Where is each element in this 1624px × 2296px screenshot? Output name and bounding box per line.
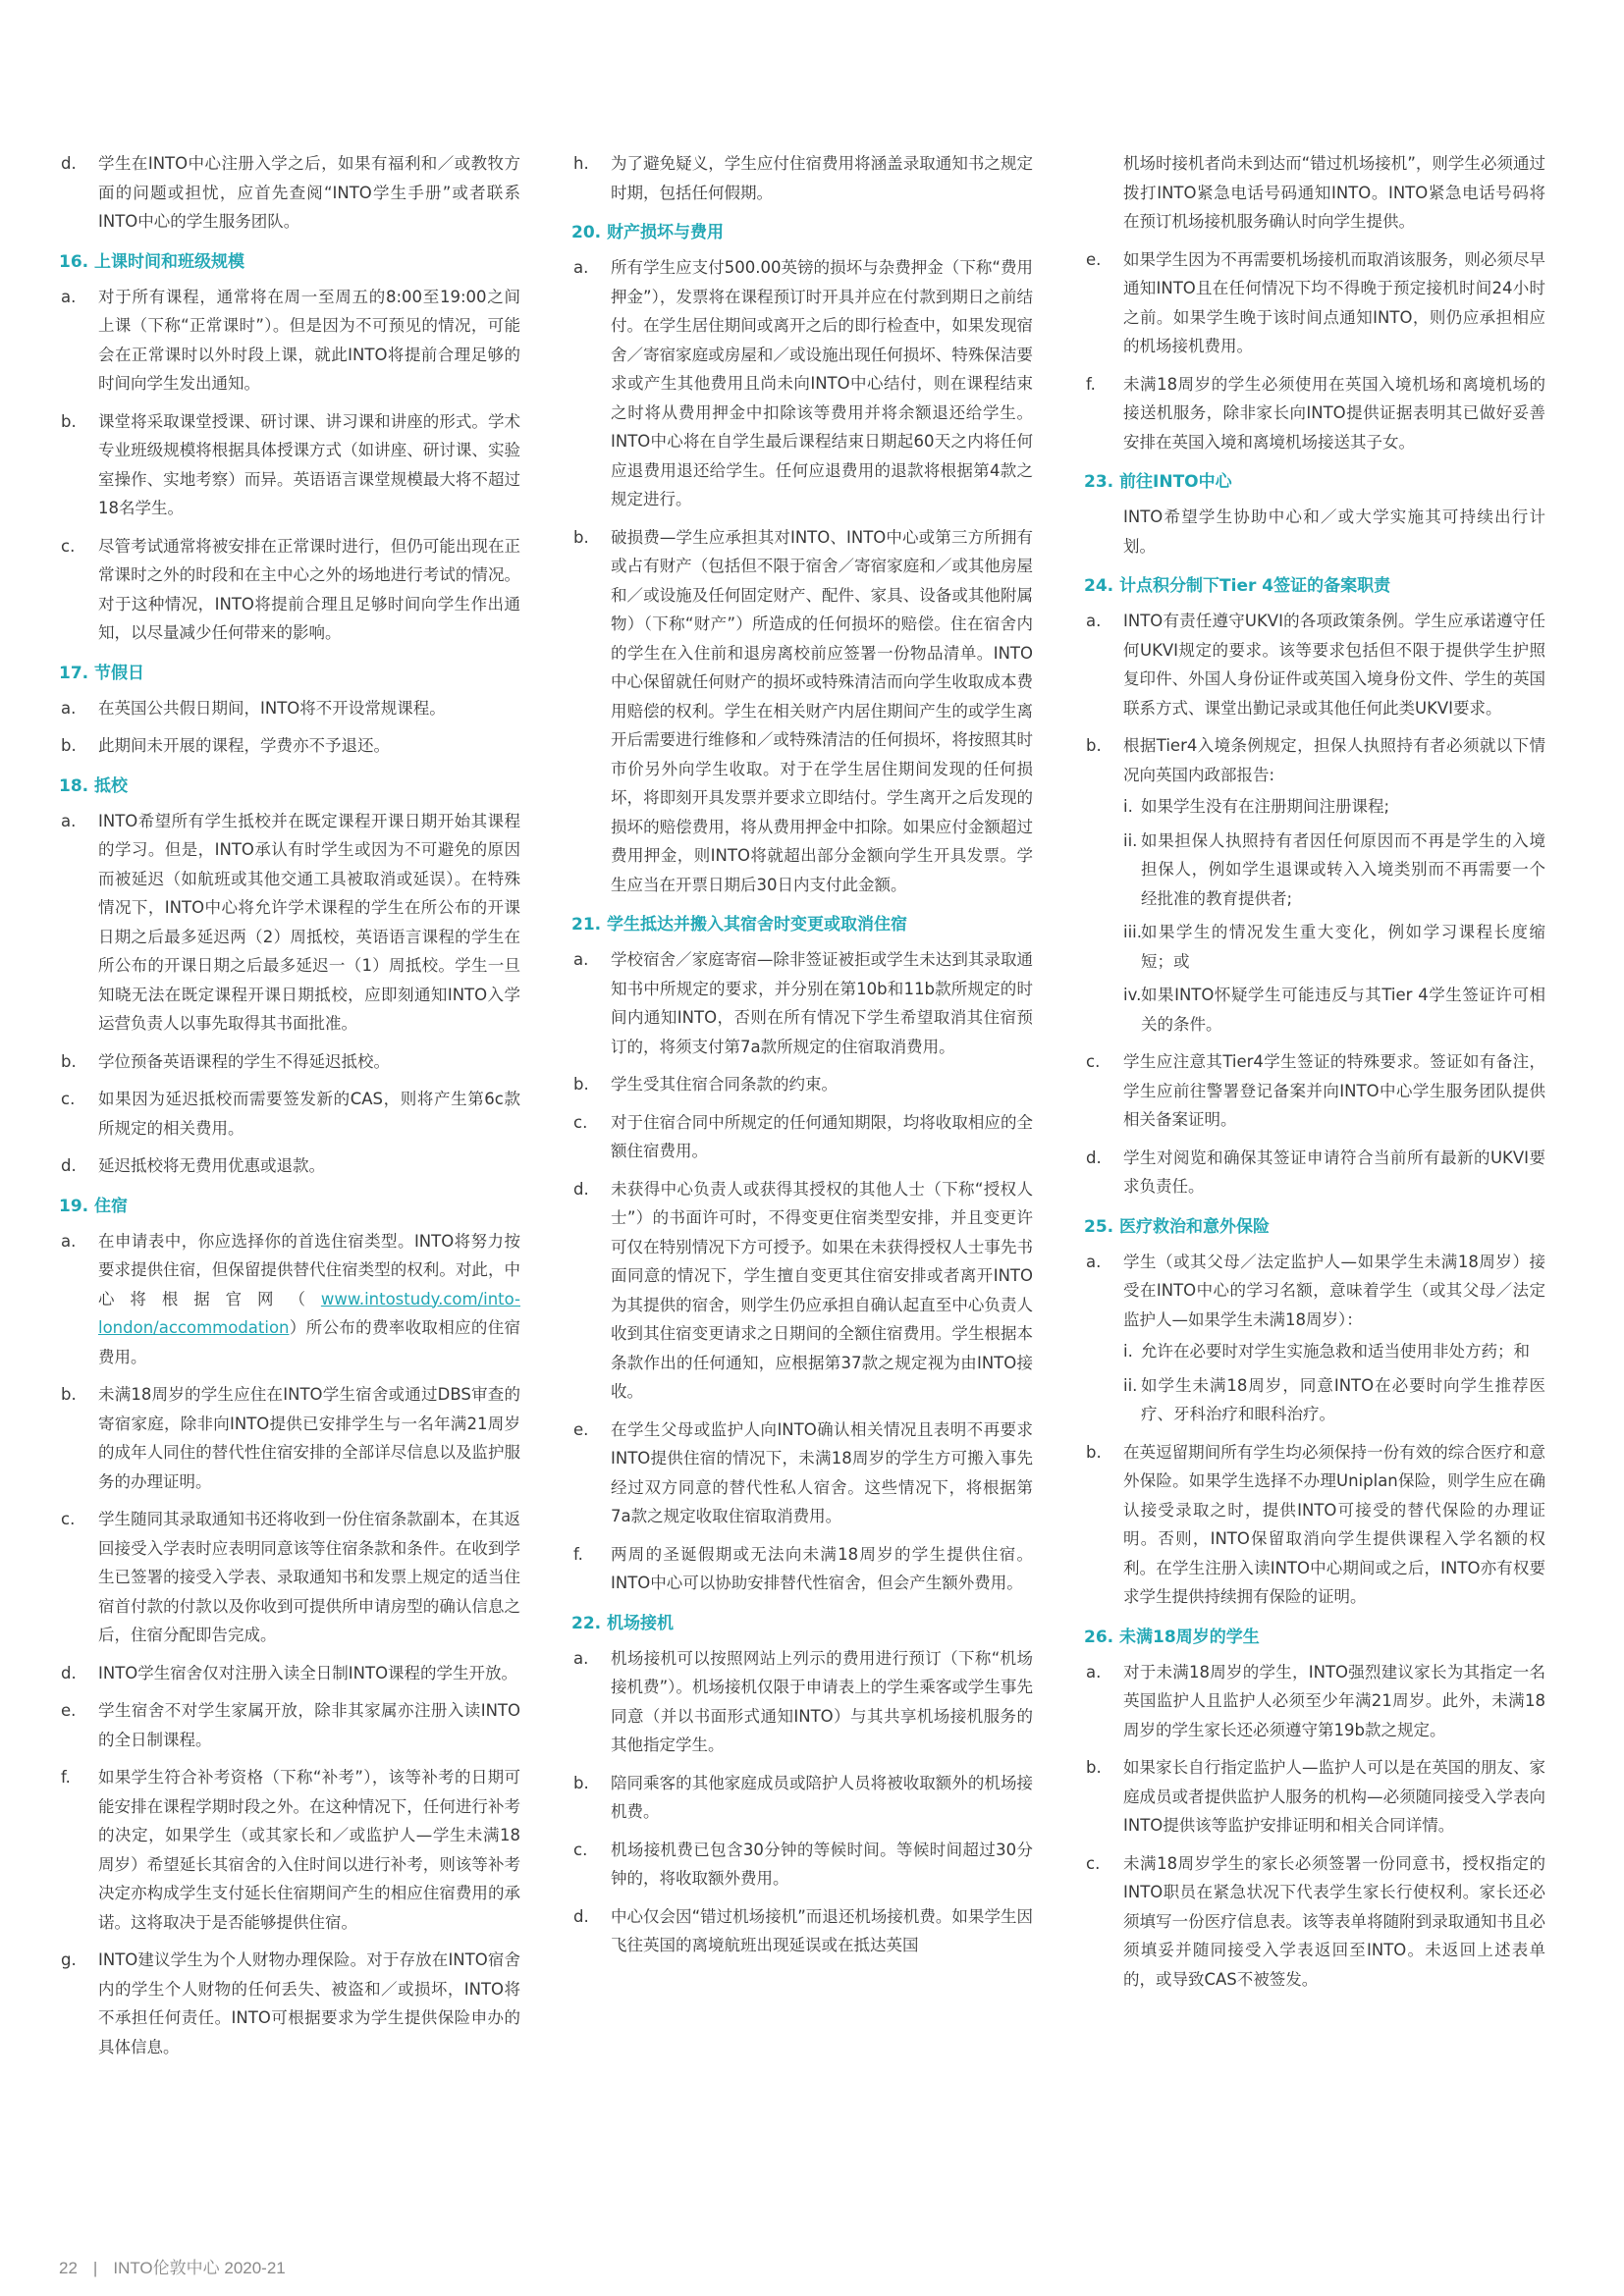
sub-clause-marker: ii. xyxy=(1123,1375,1138,1395)
clause-item xyxy=(571,945,1033,1061)
section-heading: 23. 前往INTO中心 xyxy=(1084,472,1232,492)
clause-marker: d. xyxy=(61,1663,77,1682)
sub-clause-marker: iv. xyxy=(1123,986,1142,1004)
clause-text: 在英国公共假日期间，INTO将不开设常规课程。 xyxy=(98,698,446,718)
clause-marker: a. xyxy=(573,258,589,277)
clause-text: 破损费—学生应承担其对INTO、INTO中心或第三方所拥有或占有财产（包括但不限于宿舍／寄宿家庭和／或其他房屋和／或设施及任何固定财产、配件、家具、设备或其他附属物）（下称“财产”）所造成的任何损坏的赔偿。住在宿舍内的学生在入住前和退房离校前应签署一份物品清单。INTO中心保留就任何财产的损坏或特殊清洁而向学生收取成本费用赔偿的权利。学生在相关财产内居住期间产生的或学生离开后需要进行维修和／或特殊清洁的任何损坏，将按照其时市价另外向学生收取。对于在学生居住期间发现的任何损坏，将即刻开具发票并要求立即结付。学生离开之后发现的损坏的赔偿费用，将从费用押金中扣除。如果应付金额超过费用押金，则INTO将就超出部分金额向学生开具发票。学生应当在开票日期后30日内支付此金额。 xyxy=(611,527,1033,894)
footer-separator: | xyxy=(92,2259,98,2277)
clause-item xyxy=(59,1946,520,2061)
clause-item xyxy=(571,1070,1033,1099)
clause-marker: a. xyxy=(61,698,77,718)
clause-text: 机场时接机者尚未到达而“错过机场接机”，则学生必须通过拨打INTO紧急电话号码通知INTO。INTO紧急电话号码将在预订机场接机服务确认时向学生提供。 xyxy=(1123,154,1545,231)
accommodation-link[interactable]: www.intostudy.com/into-london/accommodation xyxy=(98,1289,520,1337)
section-heading: 18. 抵校 xyxy=(59,775,129,796)
sub-clause-text: 如果INTO怀疑学生可能违反与其Tier 4学生签证许可相关的条件。 xyxy=(1141,986,1545,1034)
clause-marker: b. xyxy=(573,527,589,547)
clause-text: 尽管考试通常将被安排在正常课时进行，但仍可能出现在正常课时之外的时段和在主中心之外的场地进行考试的情况。对于这种情况，INTO将提前合理且足够时间向学生作出通知，以尽量减少任何带来的影响。 xyxy=(98,536,520,642)
clause-marker: b. xyxy=(573,1075,589,1094)
clause-marker: e. xyxy=(61,1701,77,1720)
clause-text: 在学生父母或监护人向INTO确认相关情况且表明不再要求INTO提供住宿的情况下，未满18周岁的学生方可搬入事先经过双方同意的替代性私人宿舍。这些情况下，将根据第7a款之规定收取住宿取消费用。 xyxy=(611,1419,1033,1525)
clause-marker: c. xyxy=(61,1510,76,1528)
clause-item xyxy=(571,1175,1033,1407)
clause-item xyxy=(1084,370,1545,457)
clause-marker: c. xyxy=(1086,1853,1101,1873)
sub-clause-text: 如果学生的情况发生重大变化，例如学习课程长度缩短；或 xyxy=(1141,923,1545,971)
clause-text: 未满18周岁的学生必须使用在英国入境机场和离境机场的接送机服务，除非家长向INTO提供证据表明其已做好妥善安排在英国入境和离境机场接送其子女。 xyxy=(1123,374,1545,452)
clause-marker: f. xyxy=(1086,374,1096,394)
clause-text: INTO希望所有学生抵校并在既定课程开课日期开始其课程的学习。但是，INTO承认有时学生或因为不可避免的原因而被延迟（如航班或其他交通工具被取消或延误）。在特殊情况下，INTO中心将允许学术课程的学生在所公布的开课日期之后最多延迟两（2）周抵校，英语语言课程的学生在所公布的开课日期之后最多延迟一（1）周抵校。学生一旦知晓无法在既定课程开课日期抵校，应即刻通知INTO入学运营负责人以事先取得其书面批准。 xyxy=(98,811,520,1033)
clause-marker: a. xyxy=(573,950,589,969)
clause-marker: c. xyxy=(573,1840,588,1859)
clause-text: 学生对阅览和确保其签证申请符合当前所有最新的UKVI要求负责任。 xyxy=(1123,1148,1545,1196)
clause-marker: d. xyxy=(61,1156,77,1175)
clause-text: 如果家长自行指定监护人—监护人可以是在英国的朋友、家庭成员或者提供监护人服务的机构—必须随同接受入学表向INTO提供该等监护安排证明和相关合同详情。 xyxy=(1123,1758,1545,1835)
clause-text: 未满18周岁学生的家长必须签署一份同意书，授权指定的INTO职员在紧急状况下代表学生家长行使权利。家长还必须填写一份医疗信息表。该等表单将随附到录取通知书且必须填妥并随同接受入学表返回至INTO。未返回上述表单的，或导致CAS不被签发。 xyxy=(1123,1853,1545,1989)
clause-item xyxy=(59,1227,520,1372)
clause-text: 对于未满18周岁的学生，INTO强烈建议家长为其指定一名英国监护人且监护人必须至少年满21周岁。此外，未满18周岁的学生家长还必须遵守第19b款之规定。 xyxy=(1123,1662,1545,1739)
clause-text: 在申请表中，你应选择你的首选住宿类型。INTO将努力按要求提供住宿，但保留提供替代住宿类型的权利。对此，中心将根据官网（ xyxy=(98,1231,520,1308)
clause-text: 课堂将采取课堂授课、研讨课、讲习课和讲座的形式。学术专业班级规模将根据具体授课方式（如讲座、研讨课、实验室操作、实地考察）而异。英语语言课堂规模最大将不超过18名学生。 xyxy=(98,411,520,517)
clause-marker: c. xyxy=(1086,1052,1101,1071)
clause-text: 对于所有课程，通常将在周一至周五的8:00至19:00之间上课（下称“正常课时”）。但是因为不可预见的情况，可能会在正常课时以外时段上课，就此INTO将提前合理足够的时间向学生发出通知。 xyxy=(98,287,520,393)
clause-marker: a. xyxy=(61,287,77,306)
clause-item xyxy=(571,1902,1033,1960)
column-3 xyxy=(1084,149,1545,2002)
page-number: 22 xyxy=(59,2259,78,2277)
clause-item xyxy=(59,807,520,1039)
clause-item xyxy=(1084,1047,1545,1135)
clause-marker: a. xyxy=(1086,612,1102,630)
footer-title: INTO伦敦中心 2020-21 xyxy=(113,2259,286,2277)
clause-marker: b. xyxy=(61,736,77,755)
sub-clause-text: 如果担保人执照持有者因任何原因而不再是学生的入境担保人，例如学生退课或转入入境类别而不再需要一个经批准的教育提供者; xyxy=(1141,830,1545,908)
clause-text: 如果学生因为不再需要机场接机而取消该服务，则必须尽早通知INTO且在任何情况下均不得晚于预定接机时间24小时之前。如果学生晚于该时间点通知INTO，则仍应承担相应的机场接机费用。 xyxy=(1123,249,1545,355)
clause-text: 未获得中心负责人或获得其授权的其他人士（下称“授权人士”）的书面许可时，不得变更住宿类型安排，并且变更许可仅在特别情况下方可授予。如果在未获得授权人士事先书面同意的情况下，学生擅自变更其住宿安排或者离开INTO为其提供的宿舍，则学生仍应承担自确认起直至中心负责人收到其住宿变更请求之日期间的全额住宿费用。学生根据本条款作出的任何通知，应根据第37款之规定视为由INTO接收。 xyxy=(611,1179,1033,1401)
clause-marker: c. xyxy=(573,1112,588,1132)
section-heading: 24. 计点积分制下Tier 4签证的备案职责 xyxy=(1084,576,1391,596)
clause-item xyxy=(59,1659,520,1688)
clause-marker: c. xyxy=(61,1090,76,1108)
sub-clause-text: 如学生未满18周岁，同意INTO在必要时向学生推荐医疗、牙科治疗和眼科治疗。 xyxy=(1141,1375,1545,1423)
clause-text: 所有学生应支付500.00英镑的损坏与杂费押金（下称“费用押金”），发票将在课程预订时开具并应在付款到期日之前结付。在学生居住期间或离开之后的即行检查中，如果发现宿舍／寄宿家庭或房屋和／或设施出现任何损坏、特殊保洁要求或产生其他费用且尚未向INTO中心结付，则在课程结束之时将从费用押金中扣除该等费用并将余额退还给学生。INTO中心将在自学生最后课程结束日期起60天之内将任何应退费用退还给学生。任何应退费用的退款将根据第4款之规定进行。 xyxy=(611,258,1033,508)
clause-item xyxy=(1084,1753,1545,1841)
clause-item xyxy=(59,1085,520,1143)
clause-item xyxy=(571,1769,1033,1827)
clause-text: 中心仅会因“错过机场接机”而退还机场接机费。如果学生因飞往英国的离境航班出现延误或在抵达英国 xyxy=(611,1906,1033,1954)
clause-marker: h. xyxy=(573,154,589,173)
clause-marker: f. xyxy=(61,1768,71,1787)
clause-item xyxy=(59,283,520,399)
sub-clause-marker: i. xyxy=(1123,1342,1133,1361)
section-heading: 26. 未满18周岁的学生 xyxy=(1084,1627,1260,1647)
clause-item xyxy=(571,1836,1033,1894)
clause-item xyxy=(571,1644,1033,1760)
clause-text: 根据Tier4入境条例规定，担保人执照持有者必须就以下情况向英国内政部报告: xyxy=(1123,736,1545,784)
clause-marker: c. xyxy=(61,536,76,556)
clause-text: 学生受其住宿合同条款的约束。 xyxy=(611,1075,838,1094)
section-heading: 16. 上课时间和班级规模 xyxy=(59,251,245,272)
clause-item xyxy=(1084,1658,1545,1745)
clause-marker: a. xyxy=(1086,1252,1102,1271)
clause-text-after: ）所公布的费率收取相应的住宿费用。 xyxy=(98,1318,520,1366)
section-heading: 20. 财产损坏与费用 xyxy=(571,223,725,242)
clause-item xyxy=(59,1505,520,1650)
sub-clause xyxy=(1123,792,1545,822)
clause-text: INTO建议学生为个人财物办理保险。对于存放在INTO宿舍内的学生个人财物的任何丢失、被盗和／或损坏，INTO将不承担任何责任。INTO可根据要求为学生提供保险申办的具体信息。 xyxy=(98,1950,520,2056)
clause-item xyxy=(1084,1438,1545,1612)
page-footer xyxy=(59,2254,286,2278)
sub-clause xyxy=(1123,827,1545,914)
sub-clause xyxy=(1123,981,1545,1039)
clause-item xyxy=(1084,149,1545,237)
clause-text: 学校宿舍／家庭寄宿—除非签证被拒或学生未达到其录取通知书中所规定的要求，并分别在第10b和11b款所规定的时间内通知INTO，否则在所有情况下学生希望取消其住宿预订的，将须支付第7a款所规定的住宿取消费用。 xyxy=(611,950,1033,1056)
clause-text: 此期间未开展的课程，学费亦不予退还。 xyxy=(98,736,390,755)
clause-marker: d. xyxy=(573,1906,589,1926)
column-1 xyxy=(59,149,520,2070)
clause-item xyxy=(1084,607,1545,722)
sub-clause-marker: i. xyxy=(1123,797,1133,816)
clause-marker: d. xyxy=(61,154,77,173)
clause-item xyxy=(571,523,1033,900)
clause-text: 在英逗留期间所有学生均必须保持一份有效的综合医疗和意外保险。如果学生选择不办理Uniplan保险，则学生应在确认接受录取之时，提供INTO可接受的替代保险的办理证明。否则，INTO保留取消向学生提供课程入学名额的权利。在学生注册入读INTO中心期间或之后，INTO亦有权要求学生提供持续拥有保险的证明。 xyxy=(1123,1442,1545,1606)
clause-marker: e. xyxy=(573,1419,589,1439)
section-heading: 21. 学生抵达并搬入其宿舍时变更或取消住宿 xyxy=(571,915,908,934)
clause-item xyxy=(59,1047,520,1077)
clause-text: 如果因为延迟抵校而需要签发新的CAS，则将产生第6c款所规定的相关费用。 xyxy=(98,1090,520,1138)
clause-marker: a. xyxy=(1086,1662,1102,1682)
sub-clause-text: 如果学生没有在注册期间注册课程; xyxy=(1141,797,1390,816)
sub-clause xyxy=(1123,1337,1545,1366)
section-heading: 19. 住宿 xyxy=(59,1196,129,1216)
clause-text: 为了避免疑义，学生应付住宿费用将涵盖录取通知书之规定时期，包括任何假期。 xyxy=(611,154,1033,202)
clause-item xyxy=(59,1763,520,1937)
sub-clause-text: 允许在必要时对学生实施急救和适当使用非处方药；和 xyxy=(1141,1342,1530,1361)
clause-item xyxy=(1084,1849,1545,1995)
clause-text: INTO学生宿舍仅对注册入读全日制INTO课程的学生开放。 xyxy=(98,1663,518,1682)
clause-marker: e. xyxy=(1086,249,1102,269)
clause-text: 学生随同其录取通知书还将收到一份住宿条款副本，在其返回接受入学表时应表明同意该等住宿条款和条件。在收到学生已签署的接受入学表、录取通知书和发票上规定的适当住宿首付款的付款以及你收到可提供所申请房型的确认信息之后，住宿分配即告完成。 xyxy=(98,1510,520,1644)
column-2 xyxy=(571,149,1033,1969)
clause-text: 学生应注意其Tier4学生签证的特殊要求。签证如有备注，学生应前往警署登记备案并向INTO中心学生服务团队提供相关备案证明。 xyxy=(1123,1052,1545,1129)
clause-marker: f. xyxy=(573,1544,583,1564)
clause-item xyxy=(59,149,520,237)
clause-item xyxy=(59,407,520,523)
clause-item xyxy=(59,1151,520,1181)
clause-marker: g. xyxy=(61,1950,77,1969)
clause-marker: b. xyxy=(61,1385,77,1404)
clause-text: 学生（或其父母／法定监护人—如果学生未满18周岁）接受在INTO中心的学习名额，意味着学生（或其父母／法定监护人—如果学生未满18周岁）： xyxy=(1123,1252,1545,1329)
clause-item xyxy=(59,1380,520,1496)
clause-marker: a. xyxy=(573,1648,589,1668)
clause-item xyxy=(59,694,520,723)
clause-marker: b. xyxy=(1086,1758,1102,1777)
clause-marker: b. xyxy=(1086,736,1102,755)
section-heading: 17. 节假日 xyxy=(59,663,145,683)
sub-clause-marker: iii. xyxy=(1123,923,1142,941)
clause-text: 学位预备英语课程的学生不得延迟抵校。 xyxy=(98,1051,390,1071)
clause-item xyxy=(571,1415,1033,1531)
clause-item xyxy=(571,149,1033,207)
clause-text: INTO有责任遵守UKVI的各项政策条例。学生应承诺遵守任何UKVI规定的要求。该等要求包括但不限于提供学生护照复印件、外国人身份证件或英国入境身份文件、学生的英国联系方式、课堂出勤记录或其他任何此类UKVI要求。 xyxy=(1123,612,1545,718)
clause-text: 对于住宿合同中所规定的任何通知期限，均将收取相应的全额住宿费用。 xyxy=(611,1112,1033,1160)
section-heading: 25. 医疗救治和意外保险 xyxy=(1084,1216,1271,1237)
clause-text: 未满18周岁的学生应住在INTO学生宿舍或通过DBS审查的寄宿家庭，除非向INTO提供已安排学生与一名年满21周岁的成年人同住的替代性住宿安排的全部详尽信息以及监护服务的办理证明。 xyxy=(98,1385,520,1491)
clause-text: 延迟抵校将无费用优惠或退款。 xyxy=(98,1156,325,1175)
clause-item xyxy=(59,532,520,648)
clause-marker: b. xyxy=(1086,1442,1102,1462)
clause-text: 陪同乘客的其他家庭成员或陪护人员将被收取额外的机场接机费。 xyxy=(611,1773,1033,1821)
section-heading: 22. 机场接机 xyxy=(571,1613,675,1633)
clause-marker: d. xyxy=(1086,1148,1102,1167)
clause-item xyxy=(59,1696,520,1754)
clause-item xyxy=(1084,245,1545,361)
clause-item xyxy=(571,1108,1033,1166)
clause-item xyxy=(571,253,1033,514)
clause-text: 机场接机可以按照网站上列示的费用进行预订（下称“机场接机费”）。机场接机仅限于申请表上的学生乘客或学生事先同意（并以书面形式通知INTO）与其共享机场接机服务的其他指定学生。 xyxy=(611,1648,1033,1754)
clause-marker: d. xyxy=(573,1179,589,1199)
sub-clause xyxy=(1123,918,1545,976)
clause-marker: b. xyxy=(61,411,77,431)
sub-clause xyxy=(1123,1371,1545,1429)
clause-text: 学生宿舍不对学生家属开放，除非其家属亦注册入读INTO的全日制课程。 xyxy=(98,1701,520,1749)
clause-item xyxy=(59,731,520,761)
paragraph: INTO希望学生协助中心和／或大学实施其可持续出行计划。 xyxy=(1123,507,1545,556)
clause-item xyxy=(1084,1144,1545,1201)
clause-text: 两周的圣诞假期或无法向未满18周岁的学生提供住宿。INTO中心可以协助安排替代性宿舍，但会产生额外费用。 xyxy=(611,1544,1033,1592)
clause-item xyxy=(1084,731,1545,1039)
clause-text: 学生在INTO中心注册入学之后，如果有福利和／或教牧方面的问题或担忧，应首先查阅“INTO学生手册”或者联系INTO中心的学生服务团队。 xyxy=(98,154,520,231)
clause-marker: b. xyxy=(61,1051,77,1071)
clause-marker: b. xyxy=(573,1773,589,1792)
clause-marker: a. xyxy=(61,811,77,830)
clause-text: 如果学生符合补考资格（下称“补考”），该等补考的日期可能安排在课程学期时段之外。在这种情况下，任何进行补考的决定，如果学生（或其家长和／或监护人—学生未满18周岁）希望延长其宿舍的入住时间以进行补考，则该等补考决定亦构成学生支付延长住宿期间产生的相应住宿费用的承诺。这将取决于是否能够提供住宿。 xyxy=(98,1768,520,1932)
clause-marker: a. xyxy=(61,1231,77,1251)
clause-item xyxy=(1084,1248,1545,1429)
clause-item xyxy=(571,1540,1033,1598)
sub-clause-marker: ii. xyxy=(1123,830,1138,850)
clause-text: 机场接机费已包含30分钟的等候时间。等候时间超过30分钟的，将收取额外费用。 xyxy=(611,1840,1033,1888)
